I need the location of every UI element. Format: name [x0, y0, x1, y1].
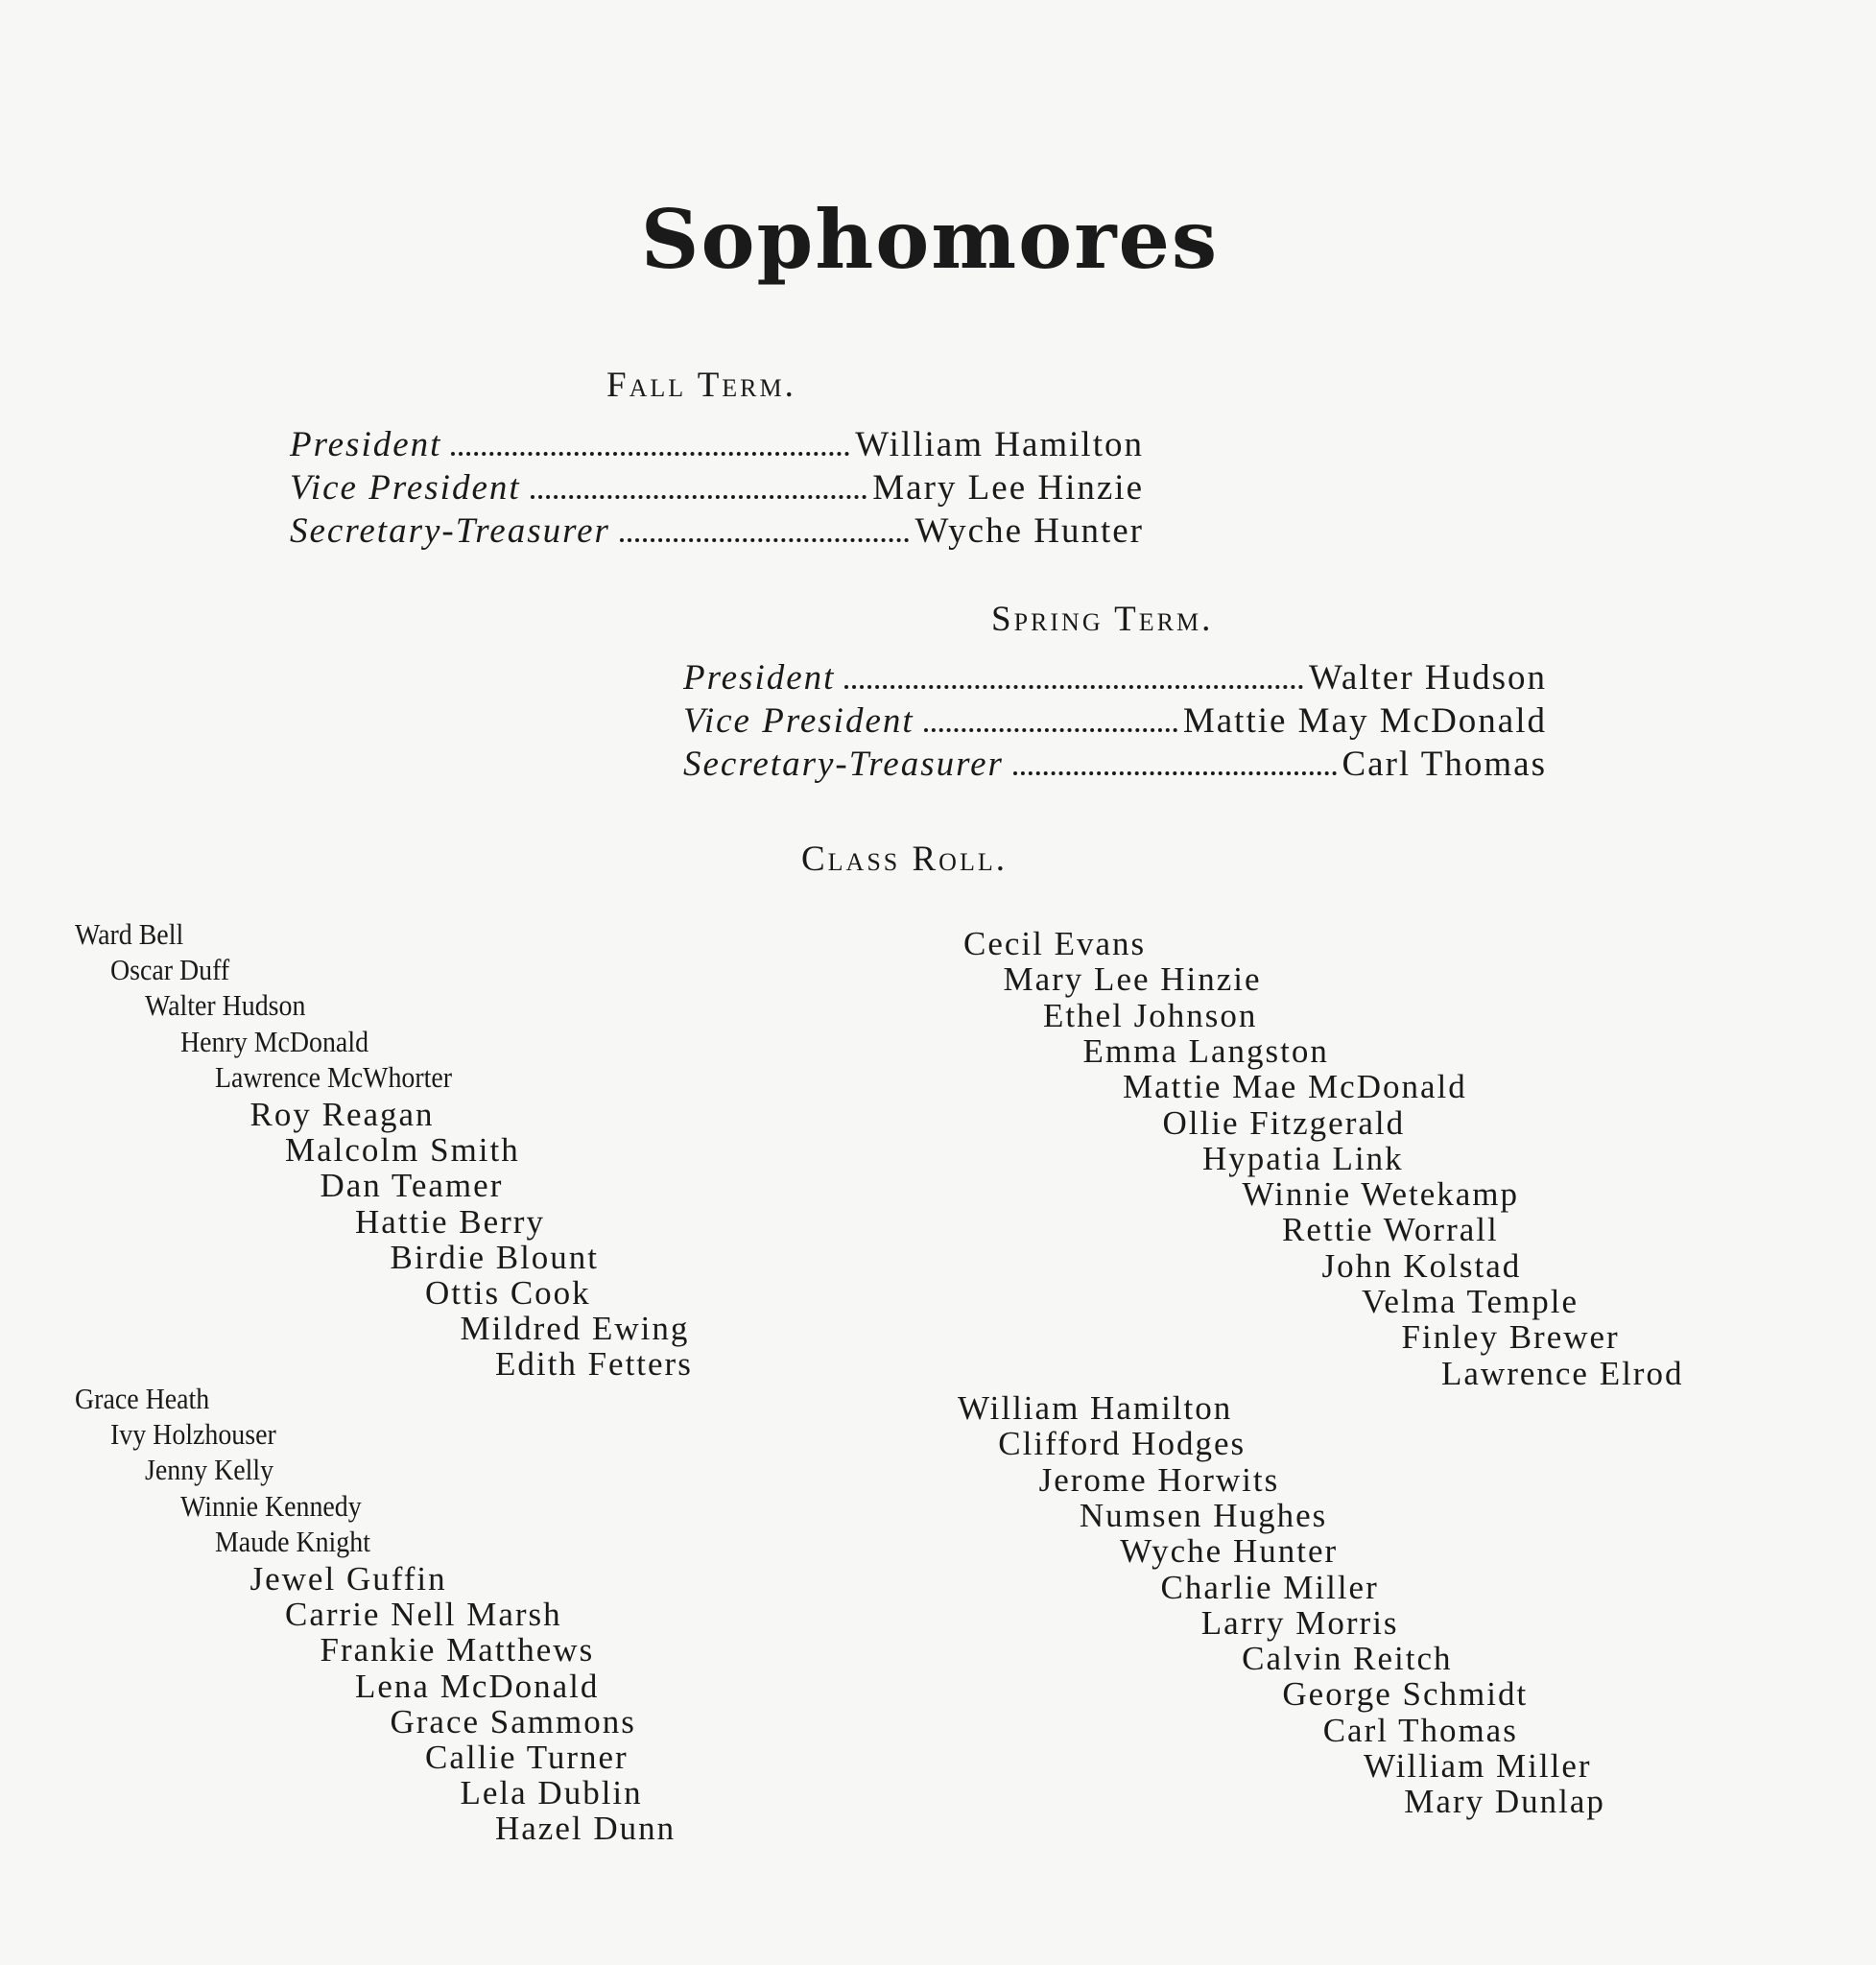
class-roll-name: Numsen Hughes	[1079, 1496, 1328, 1534]
class-roll-name: Winnie Kennedy	[179, 1488, 362, 1523]
officer-role: Secretary-Treasurer	[683, 745, 1004, 784]
officer-name: William Hamilton	[855, 425, 1144, 464]
officer-role: President	[683, 658, 836, 698]
dot-leader	[531, 495, 867, 499]
officer-name: Wyche Hunter	[914, 511, 1144, 551]
fall-term-heading: Fall Term.	[606, 366, 796, 405]
page-title: Sophomores	[640, 192, 1220, 287]
class-roll-name: Velma Temple	[1362, 1283, 1579, 1320]
class-roll-name: Winnie Wetekamp	[1242, 1175, 1520, 1214]
officer-name: Walter Hudson	[1308, 658, 1547, 698]
class-roll-name: Ivy Holzhouser	[109, 1417, 276, 1452]
class-roll-name: Henry McDonald	[179, 1024, 368, 1058]
officer-name: Carl Thomas	[1342, 745, 1547, 784]
fall-officer-president	[290, 427, 1144, 462]
spring-officer-secretary-treasurer	[683, 746, 1547, 782]
class-roll-name: Roy Reagan	[249, 1096, 435, 1133]
class-roll-name: Ward Bell	[75, 917, 184, 951]
class-roll-name: Lawrence Elrod	[1441, 1354, 1684, 1392]
class-roll-name: Hypatia Link	[1202, 1139, 1404, 1177]
class-roll-name: Wyche Hunter	[1120, 1532, 1339, 1571]
class-roll-name: Ollie Fitzgerald	[1162, 1103, 1406, 1142]
class-roll-name: Finley Brewer	[1401, 1318, 1620, 1357]
class-roll-name: Calvin Reitch	[1242, 1640, 1453, 1678]
class-roll-name: Dan Teamer	[320, 1167, 504, 1205]
class-roll-name: Carl Thomas	[1322, 1711, 1518, 1749]
class-roll-name: William Miller	[1364, 1747, 1592, 1785]
dot-leader	[451, 452, 849, 456]
class-roll-name: Ottis Cook	[425, 1274, 591, 1312]
class-roll-name: Clifford Hodges	[998, 1425, 1247, 1463]
class-roll-name: Grace Sammons	[390, 1702, 636, 1740]
class-roll-name: Charlie Miller	[1160, 1568, 1379, 1606]
spring-term-heading: Spring Term.	[991, 600, 1214, 639]
class-roll-name: Oscar Duff	[109, 953, 229, 987]
class-roll-name: George Schmidt	[1282, 1675, 1529, 1714]
class-roll-name: Carrie Nell Marsh	[285, 1596, 562, 1634]
class-roll-name: Jenny Kelly	[145, 1453, 274, 1487]
class-roll-name: Rettie Worrall	[1282, 1211, 1499, 1249]
class-roll-name: Lena McDonald	[355, 1667, 600, 1705]
class-roll-name: Lawrence McWhorter	[215, 1059, 453, 1094]
class-roll-name: Mildred Ewing	[460, 1310, 690, 1348]
class-roll-name: Hattie Berry	[355, 1202, 545, 1241]
class-roll-name: Walter Hudson	[145, 988, 306, 1023]
spring-officer-president	[683, 660, 1547, 696]
class-roll-name: Frankie Matthews	[320, 1631, 595, 1669]
class-roll-name: Larry Morris	[1200, 1603, 1399, 1642]
class-roll-name: William Hamilton	[958, 1389, 1233, 1427]
spring-officer-vice-president	[683, 703, 1547, 739]
class-roll-name: Mary Dunlap	[1404, 1783, 1605, 1821]
dot-leader	[620, 538, 910, 542]
class-roll-name: Maude Knight	[215, 1524, 370, 1558]
dot-leader	[1013, 771, 1337, 775]
officer-name: Mattie May McDonald	[1182, 701, 1547, 741]
class-roll-name: Grace Heath	[75, 1382, 210, 1415]
officer-name: Mary Lee Hinzie	[872, 468, 1144, 508]
class-roll-name: Malcolm Smith	[285, 1131, 520, 1170]
fall-officer-secretary-treasurer	[290, 513, 1144, 549]
class-roll-name: Cecil Evans	[963, 925, 1147, 962]
officer-role: President	[290, 425, 442, 464]
class-roll-name: Ethel Johnson	[1043, 996, 1258, 1034]
officer-role: Secretary-Treasurer	[290, 511, 610, 551]
class-roll-name: Callie Turner	[425, 1739, 629, 1776]
class-roll-name: John Kolstad	[1321, 1246, 1522, 1285]
dot-leader	[924, 728, 1177, 732]
officer-role: Vice President	[290, 468, 521, 508]
class-roll-name: Emma Langston	[1082, 1031, 1329, 1070]
class-roll-name: Jerome Horwits	[1038, 1460, 1280, 1499]
officer-role: Vice President	[683, 701, 914, 741]
class-roll-name: Birdie Blount	[390, 1238, 600, 1276]
class-roll-name: Hazel Dunn	[495, 1810, 677, 1848]
fall-officer-vice-president	[290, 470, 1144, 506]
class-roll-name: Mary Lee Hinzie	[1003, 960, 1262, 999]
class-roll-name: Jewel Guffin	[249, 1560, 447, 1598]
class-roll-heading: Class Roll.	[801, 840, 1008, 879]
dot-leader	[844, 685, 1303, 689]
class-roll-name: Lela Dublin	[460, 1774, 643, 1812]
class-roll-name: Mattie Mae McDonald	[1123, 1068, 1467, 1106]
class-roll-name: Edith Fetters	[495, 1345, 693, 1384]
